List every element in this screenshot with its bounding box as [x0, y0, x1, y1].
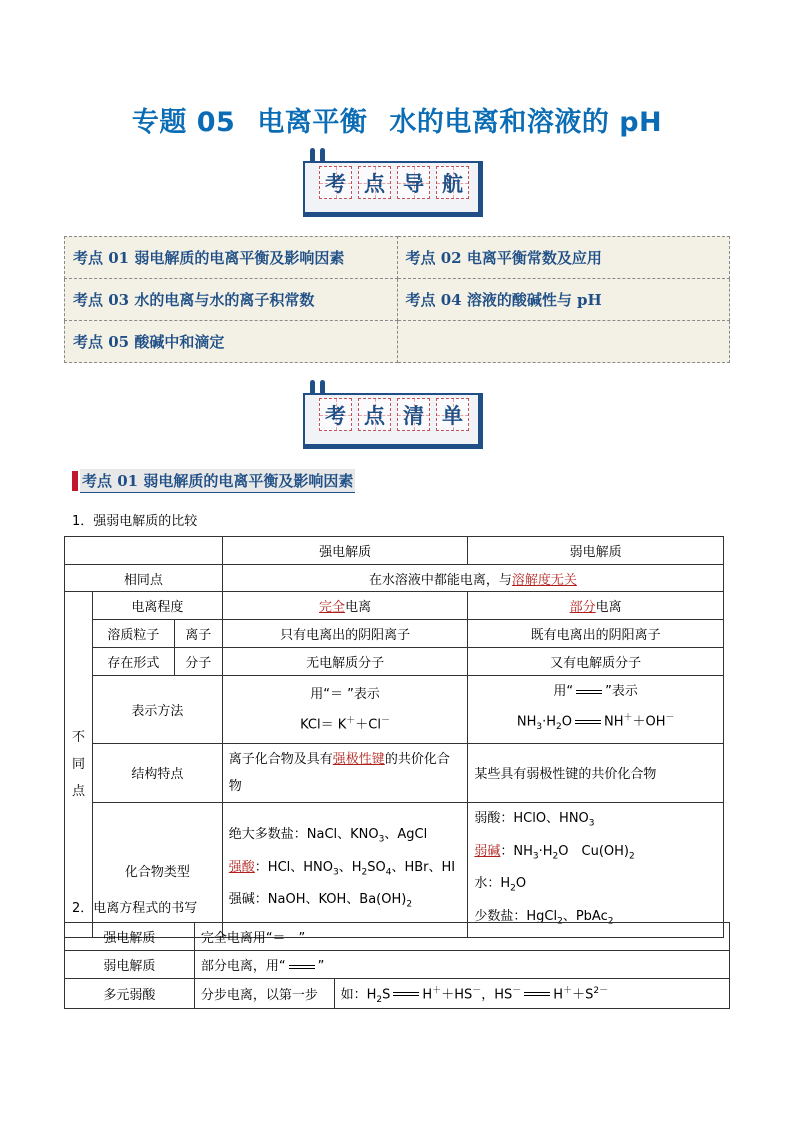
repr-label: 表示方法 [92, 676, 222, 744]
type-label: 化合物类型 [92, 802, 222, 937]
same-label: 相同点 [65, 565, 223, 592]
page-title [0, 100, 794, 139]
nav-item-empty [397, 321, 730, 363]
badge-char: 考 [319, 398, 352, 431]
row-label: 多元弱酸 [65, 979, 195, 1009]
badge-nav [303, 154, 489, 218]
degree-strong: 完全电离 [222, 592, 468, 620]
header-strong: 强电解质 [222, 537, 468, 565]
struct-label: 结构特点 [92, 743, 222, 802]
nav-item[interactable]: 考点 05 酸碱中和滴定 [65, 321, 398, 363]
title-part-2: 电离平衡 [257, 107, 368, 138]
badge-char: 点 [358, 166, 391, 199]
row-value: 部分电离，用“ ” [194, 951, 729, 979]
reversible-arrow-icon [575, 720, 601, 724]
mol-label: 分子 [174, 648, 222, 676]
nav-item[interactable]: 考点 01 弱电解质的电离平衡及影响因素 [65, 237, 398, 279]
mol-weak: 又有电解质分子 [468, 648, 724, 676]
struct-strong: 离子化合物及具有强极性键的共价化合物 [222, 743, 468, 802]
header-weak: 弱电解质 [468, 537, 724, 565]
section-marker [72, 471, 78, 491]
header-empty [65, 537, 223, 565]
reversible-arrow-icon [289, 965, 315, 969]
topic-nav-grid [64, 236, 730, 363]
row-value: 完全电离用“＝ ” [194, 923, 729, 951]
repr-strong: 用“＝ ”表示 KCl＝ K＋＋Cl－ [222, 676, 468, 744]
title-part-1: 专题 05 [131, 107, 236, 138]
section-heading [72, 470, 355, 492]
ionization-equation-table [64, 922, 730, 1009]
reversible-arrow-icon [393, 992, 419, 996]
mol-strong: 无电解质分子 [222, 648, 468, 676]
reversible-arrow-icon [524, 992, 550, 996]
badge-char: 清 [397, 398, 430, 431]
row-label: 弱电解质 [65, 951, 195, 979]
repr-weak: 用“ ”表示 $NH_3\cdot H_2O$ NH＋＋OH－ [468, 676, 724, 744]
subheading-1: 1．强弱电解质的比较 [72, 514, 198, 529]
ion-weak: 既有电离出的阴阳离子 [468, 620, 724, 648]
badge-char: 航 [436, 166, 469, 199]
section-title: 考点 01 弱电解质的电离平衡及影响因素 [80, 469, 355, 493]
nav-item[interactable]: 考点 02 电离平衡常数及应用 [397, 237, 730, 279]
nav-item[interactable]: 考点 04 溶液的酸碱性与 pH [397, 279, 730, 321]
type-strong: 绝大多数盐：NaCl、$KNO_3$、AgCl 强酸：HCl、$HNO_3$、$H_2SO_4$、HBr、HI 强碱：NaOH、KOH、$Ba(OH)_2$ [222, 802, 468, 937]
type-weak: 弱酸：HClO、$HNO_3$ 弱碱：$NH_3\cdot H_2O$ $Cu(OH)_2$ 水：$H_2O$ 少数盐：HgCl$_2$、PbAc$_2$ [468, 802, 724, 937]
subheading-2: 2．电离方程式的书写 [72, 901, 198, 916]
badge-char: 点 [358, 398, 391, 431]
diff-label: 不 同 点 [65, 592, 93, 938]
title-part-3: 水的电离和溶液的 pH [389, 107, 663, 138]
badge-char: 导 [397, 166, 430, 199]
ion-strong: 只有电离出的阴阳离子 [222, 620, 468, 648]
degree-label: 电离程度 [92, 592, 222, 620]
particle-label-2: 存在形式 [92, 648, 174, 676]
badge-list [303, 386, 489, 450]
row-example: 如：$H_2S$ H＋＋HS－，HS－ $H^++S^{2-}$ [334, 979, 729, 1009]
struct-weak: 某些具有弱极性键的共价化合物 [468, 743, 724, 802]
ion-label: 离子 [174, 620, 222, 648]
nav-item[interactable]: 考点 03 水的电离与水的离子积常数 [65, 279, 398, 321]
particle-label-1: 溶质粒子 [92, 620, 174, 648]
comparison-table [64, 536, 724, 938]
row-label: 强电解质 [65, 923, 195, 951]
row-value: 分步电离，以第一步 [194, 979, 334, 1009]
reversible-arrow-icon [576, 690, 602, 694]
same-value: 在水溶液中都能电离，与溶解度无关 [222, 565, 723, 592]
degree-weak: 部分电离 [468, 592, 724, 620]
badge-char: 单 [436, 398, 469, 431]
badge-char: 考 [319, 166, 352, 199]
